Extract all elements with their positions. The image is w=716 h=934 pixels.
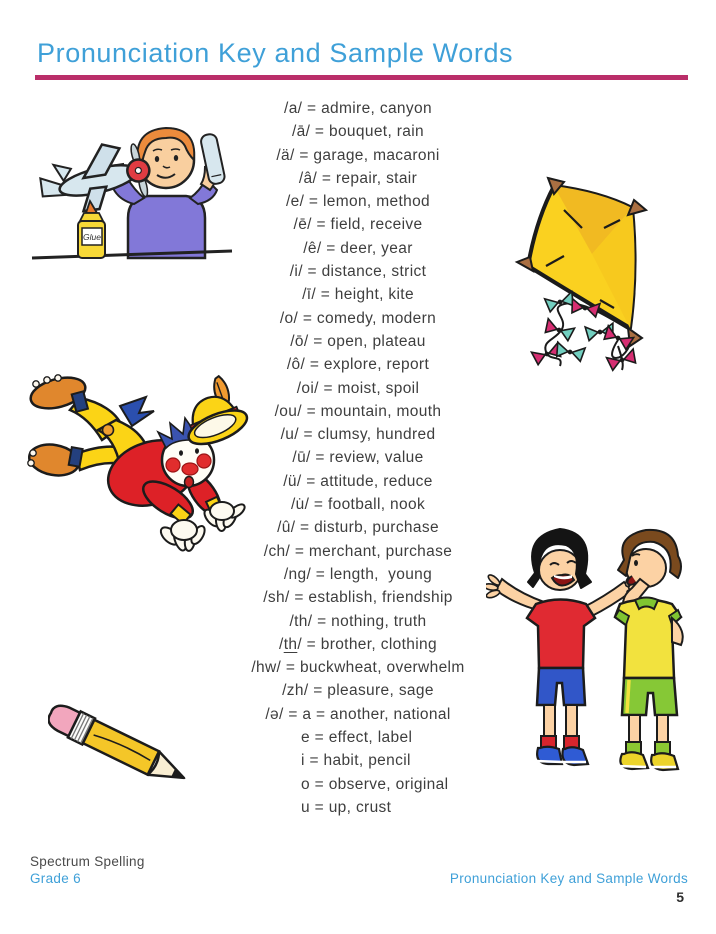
pencil-body bbox=[48, 700, 192, 792]
example-words: a = another, national bbox=[302, 705, 451, 723]
kite-illustration bbox=[502, 168, 710, 396]
example-words: effect, label bbox=[328, 729, 413, 747]
phonetic-symbol: /th/ bbox=[289, 612, 313, 630]
example-words: brother, clothing bbox=[320, 635, 437, 653]
page-title: Pronunciation Key and Sample Words bbox=[37, 38, 514, 68]
example-words: nothing, truth bbox=[331, 612, 427, 630]
two-kids-talking-illustration bbox=[486, 518, 716, 773]
equals-sign: = bbox=[304, 752, 324, 770]
glue-bottle bbox=[78, 201, 105, 258]
example-words: garage, macaroni bbox=[313, 146, 440, 164]
example-words: pleasure, sage bbox=[327, 682, 434, 700]
phonetic-symbol: /â/ bbox=[298, 169, 318, 187]
phonetic-symbol: /e/ bbox=[285, 193, 305, 211]
example-words: habit, pencil bbox=[323, 752, 411, 770]
equals-sign: = bbox=[311, 216, 331, 234]
equals-sign: = bbox=[312, 612, 332, 630]
equals-sign: = bbox=[308, 682, 328, 700]
equals-sign: = bbox=[295, 519, 315, 537]
clown-figure bbox=[27, 372, 252, 552]
equals-sign: = bbox=[301, 472, 321, 490]
example-words: disturb, purchase bbox=[314, 519, 439, 537]
phonetic-symbol: /ô/ bbox=[286, 356, 306, 374]
phonetic-symbol: /ou/ bbox=[274, 402, 302, 420]
example-words: height, kite bbox=[334, 286, 414, 304]
title-rule-divider bbox=[35, 75, 688, 80]
example-words: length, young bbox=[329, 565, 433, 583]
example-words: distance, strict bbox=[321, 263, 427, 281]
equals-sign: = bbox=[305, 356, 324, 374]
equals-sign: = bbox=[309, 729, 329, 747]
equals-sign: = bbox=[304, 193, 323, 211]
phonetic-symbol: /ch/ bbox=[263, 542, 291, 560]
phonetic-symbol: /ng/ bbox=[283, 565, 312, 583]
phonetic-symbol: /a/ bbox=[284, 100, 303, 117]
equals-sign: = bbox=[310, 449, 330, 467]
equals-sign: = bbox=[290, 542, 309, 560]
phonetic-symbol: /ə/ bbox=[265, 705, 284, 723]
clown-glove bbox=[158, 520, 208, 552]
example-words: explore, report bbox=[323, 356, 430, 374]
equals-sign: = bbox=[311, 565, 330, 583]
example-words: merchant, purchase bbox=[308, 542, 453, 560]
phonetic-symbol: /ī/ bbox=[302, 286, 317, 304]
footer-series-title: Spectrum Spelling bbox=[30, 854, 145, 869]
phonetic-symbol: o bbox=[301, 775, 310, 793]
equals-sign: = bbox=[308, 332, 328, 350]
phonetic-symbol: /u/ bbox=[280, 426, 299, 444]
phonetic-symbol: /th/ bbox=[279, 635, 302, 653]
phonetic-symbol: /ü/ bbox=[283, 472, 302, 490]
equals-sign: = bbox=[289, 589, 309, 607]
phonetic-symbol: /o/ bbox=[279, 309, 299, 327]
phonetic-symbol: /ā/ bbox=[291, 123, 311, 141]
phonetic-symbol: /i/ bbox=[289, 263, 303, 281]
equals-sign: = bbox=[294, 146, 314, 164]
example-words: mountain, mouth bbox=[320, 402, 442, 420]
phonetic-symbol: e bbox=[301, 729, 310, 747]
phonetic-symbol: /ū/ bbox=[292, 449, 311, 467]
equals-sign: = bbox=[321, 239, 341, 257]
equals-sign: = bbox=[318, 379, 338, 397]
equals-sign: = bbox=[309, 496, 328, 514]
equals-sign: = bbox=[281, 659, 300, 677]
example-words: repair, stair bbox=[335, 169, 418, 187]
phonetic-symbol: /ê/ bbox=[303, 239, 322, 257]
girl-figure bbox=[486, 529, 643, 765]
example-words: up, crust bbox=[328, 798, 392, 816]
equals-sign: = bbox=[283, 705, 303, 723]
example-words: review, value bbox=[329, 449, 424, 467]
equals-sign: = bbox=[301, 402, 321, 420]
example-words: bouquet, rain bbox=[328, 123, 425, 141]
kite-body bbox=[517, 178, 646, 346]
phonetic-symbol: /ä/ bbox=[276, 146, 295, 164]
phonetic-symbol: /û/ bbox=[277, 519, 296, 537]
pencil-illustration bbox=[48, 684, 216, 812]
phonetic-symbol: i bbox=[301, 752, 305, 770]
equals-sign: = bbox=[309, 775, 329, 793]
phonetic-symbol: /ō/ bbox=[290, 332, 309, 350]
boy-gluing-model-airplane-illustration bbox=[30, 108, 235, 283]
equals-sign: = bbox=[310, 123, 329, 141]
example-words: field, receive bbox=[330, 216, 423, 234]
example-words: moist, spoil bbox=[337, 379, 420, 397]
phonetic-symbol: u bbox=[301, 798, 310, 816]
example-words: establish, friendship bbox=[308, 589, 453, 607]
boy-figure bbox=[615, 530, 683, 770]
example-words: football, nook bbox=[327, 496, 426, 514]
example-words: clumsy, hundred bbox=[317, 426, 436, 444]
phonetic-symbol: /ē/ bbox=[293, 216, 312, 234]
example-words: deer, year bbox=[340, 239, 413, 257]
boy-figure bbox=[109, 128, 226, 258]
example-words: admire, canyon bbox=[321, 100, 432, 117]
equals-sign: = bbox=[302, 100, 322, 117]
phonetic-symbol: /oi/ bbox=[296, 379, 319, 397]
example-words: lemon, method bbox=[322, 193, 431, 211]
equals-sign: = bbox=[316, 286, 335, 304]
glue-bottle-label: Glue bbox=[83, 232, 101, 242]
page-number: 5 bbox=[676, 889, 684, 905]
equals-sign: = bbox=[302, 635, 321, 653]
example-words: open, plateau bbox=[327, 332, 426, 350]
footer-grade-label: Grade 6 bbox=[30, 871, 81, 886]
equals-sign: = bbox=[298, 309, 317, 327]
example-words: comedy, modern bbox=[316, 309, 437, 327]
phonetic-symbol: /sh/ bbox=[263, 589, 290, 607]
equals-sign: = bbox=[309, 798, 329, 816]
example-words: buckwheat, overwhelm bbox=[299, 659, 465, 677]
phonetic-symbol: /hw/ bbox=[251, 659, 282, 677]
phonetic-symbol: /zh/ bbox=[282, 682, 309, 700]
footer-section-title: Pronunciation Key and Sample Words bbox=[449, 871, 688, 886]
equals-sign: = bbox=[302, 263, 322, 281]
phonetic-symbol: /u̇/ bbox=[290, 496, 310, 514]
equals-sign: = bbox=[317, 169, 336, 187]
diving-clown-illustration bbox=[20, 368, 252, 553]
example-words: observe, original bbox=[328, 775, 449, 793]
equals-sign: = bbox=[298, 426, 318, 444]
example-words: attitude, reduce bbox=[320, 472, 433, 490]
